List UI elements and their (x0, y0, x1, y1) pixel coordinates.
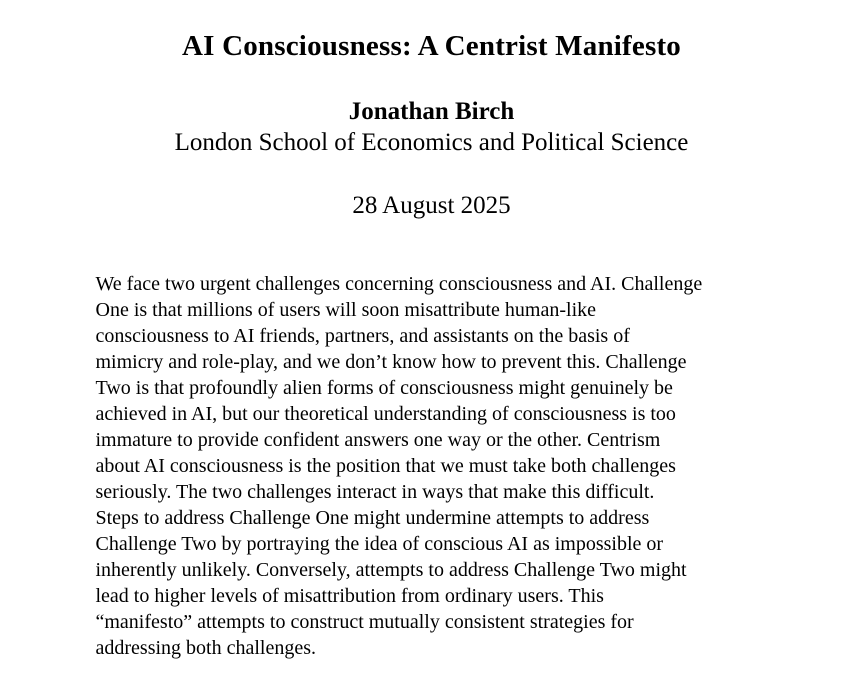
abstract-line: Steps to address Challenge One might undermine attempts to address (95, 507, 650, 529)
abstract-line: “manifesto” attempts to construct mutually consistent strategies for (95, 611, 634, 633)
abstract-line: achieved in AI, but our theoretical understanding of consciousness is too (95, 403, 676, 425)
abstract-line: Two is that profoundly alien forms of consciousness might genuinely be (95, 377, 673, 399)
author-name: Jonathan Birch (348, 98, 515, 125)
abstract-line: seriously. The two challenges interact in ways that make this difficult. (95, 481, 655, 503)
abstract-line: immature to provide confident answers one way or the other. Centrism (95, 429, 661, 451)
abstract-line: addressing both challenges. (95, 637, 316, 659)
abstract-line: One is that millions of users will soon misattribute human-like (95, 299, 596, 321)
abstract-line: about AI consciousness is the position that we must take both challenges (95, 455, 676, 477)
abstract-line: consciousness to AI friends, partners, and assistants on the basis of (95, 325, 630, 347)
abstract-line: lead to higher levels of misattribution from ordinary users. This (95, 585, 604, 607)
paper-title: AI Consciousness: A Centrist Manifesto (182, 30, 681, 62)
author-affiliation: London School of Economics and Political Science (174, 129, 689, 156)
abstract-line: We face two urgent challenges concerning consciousness and AI. Challenge (95, 273, 703, 295)
abstract-line: mimicry and role-play, and we don’t know how to prevent this. Challenge (95, 351, 687, 373)
abstract-line: inherently unlikely. Conversely, attempts to address Challenge Two might (95, 559, 687, 581)
abstract (96, 271, 768, 661)
paper-date: 28 August 2025 (352, 192, 511, 219)
abstract-line: Challenge Two by portraying the idea of conscious AI as impossible or (95, 533, 664, 555)
